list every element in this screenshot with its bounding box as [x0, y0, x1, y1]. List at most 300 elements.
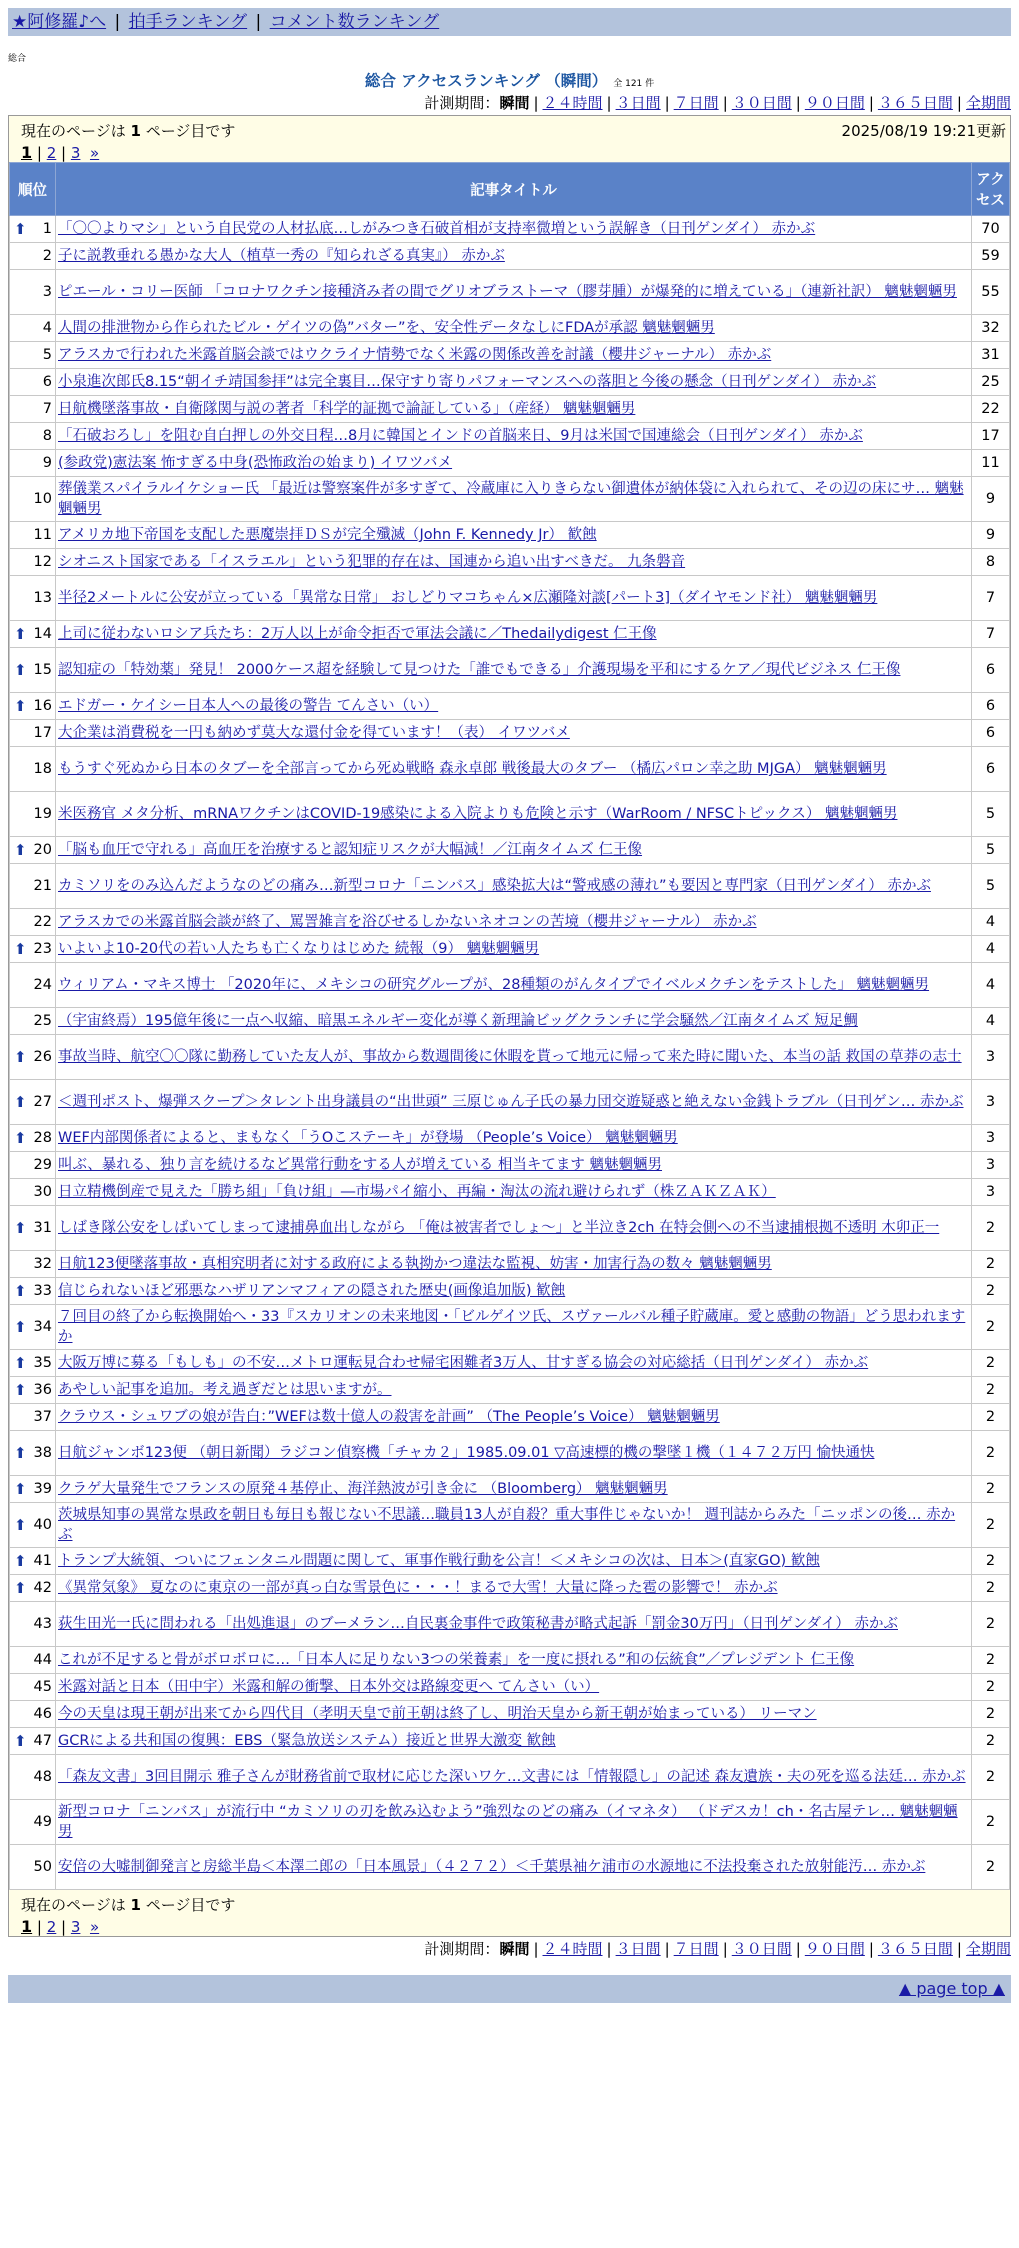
rank-cell — [10, 1251, 56, 1278]
access-count: 2 — [972, 1278, 1010, 1305]
rank-cell — [10, 396, 56, 423]
title-cell — [56, 1800, 972, 1845]
period-option-link[interactable]: ２４時間 — [542, 1940, 603, 1958]
title-cell — [56, 1251, 972, 1278]
rank-cell — [10, 369, 56, 396]
rank-up-arrow-icon: ⬆ — [14, 1318, 27, 1336]
table-row — [10, 1278, 1010, 1305]
page-link[interactable]: 2 — [46, 144, 57, 162]
rank-cell — [10, 621, 56, 648]
top-navigation — [8, 8, 1011, 36]
access-count: 9 — [972, 522, 1010, 549]
access-count: 6 — [972, 747, 1010, 792]
table-row — [10, 1701, 1010, 1728]
ranking-panel — [8, 115, 1011, 1937]
rank-number: 36 — [33, 1382, 52, 1398]
rank-number: 12 — [33, 554, 52, 570]
title-cell — [56, 1476, 972, 1503]
rank-up-arrow-icon: ⬆ — [14, 1579, 27, 1597]
article-link[interactable]: 「〇〇よりマシ」という自民党の人材払底…しがみつき石破首相が支持率微増という誤解き（日刊ゲンダイ） 赤かぶ — [58, 221, 816, 237]
period-option-link[interactable]: 全期間 — [965, 94, 1011, 112]
title-cell — [56, 1350, 972, 1377]
table-row — [10, 1602, 1010, 1647]
rank-up-arrow-icon: ⬆ — [14, 220, 27, 238]
period-separator: | — [956, 1940, 962, 1958]
rank-cell — [10, 1701, 56, 1728]
rank-number: 13 — [33, 590, 52, 606]
article-link[interactable]: 荻生田光一氏に問われる「出処進退」のブーメラン…自民裏金事件で政策秘書が略式起訴「罰金30万円」（日刊ゲンダイ） 赤かぶ — [58, 1616, 898, 1632]
table-row — [10, 522, 1010, 549]
column-title-header: 記事タイトル — [56, 163, 972, 216]
rank-cell — [10, 747, 56, 792]
title-cell — [56, 648, 972, 693]
rank-number: 20 — [33, 842, 52, 858]
table-row — [10, 1377, 1010, 1404]
table-row — [10, 747, 1010, 792]
period-option-link[interactable]: ３６５日間 — [877, 94, 953, 112]
article-link[interactable]: エドガー・ケイシー日本人への最後の警告 てんさい（い） — [58, 698, 439, 714]
title-cell — [56, 396, 972, 423]
access-count: 3 — [972, 1152, 1010, 1179]
rank-number: 6 — [42, 374, 52, 390]
rank-number: 49 — [33, 1814, 52, 1830]
rank-up-arrow-icon: ⬆ — [14, 1048, 27, 1066]
title-cell — [56, 1080, 972, 1125]
rank-number: 43 — [33, 1616, 52, 1632]
rank-up-arrow-icon: ⬆ — [14, 1516, 27, 1534]
rank-cell — [10, 1503, 56, 1548]
article-link[interactable]: 葬儀業スパイラルイケショー氏 「最近は警察案件が多すぎて、冷蔵庫に入りきらない御遺体が納体袋に入れられて、その辺の床にサ… 魑魅魍魎男 — [58, 481, 964, 517]
comment-ranking-link[interactable]: コメント数ランキング — [269, 12, 440, 32]
title-cell — [56, 1755, 972, 1800]
title-cell — [56, 1602, 972, 1647]
rank-cell — [10, 1845, 56, 1890]
access-count: 2 — [972, 1305, 1010, 1350]
article-link[interactable]: 大阪万博に募る「もしも」の不安…メトロ運転見合わせ帰宅困難者3万人、甘すぎる協会の対応総括（日刊ゲンダイ） 赤かぶ — [58, 1355, 869, 1371]
rank-cell — [10, 1476, 56, 1503]
rank-cell — [10, 1431, 56, 1476]
access-count: 4 — [972, 936, 1010, 963]
title-cell — [56, 1701, 972, 1728]
article-link[interactable]: （宇宙終焉）195億年後に一点へ収縮、暗黒エネルギー変化が導く新理論ビッグクランチに学会騒然／江南タイムズ 短足鯛 — [58, 1013, 858, 1029]
rank-cell — [10, 864, 56, 909]
rank-cell — [10, 1377, 56, 1404]
article-link[interactable]: クラウス・シュワブの娘が告白：”WEFは数十億人の殺害を計画” （The People’s Voice） 魑魅魍魎男 — [58, 1409, 720, 1425]
rank-number: 41 — [33, 1553, 52, 1569]
rank-cell — [10, 243, 56, 270]
title-cell — [56, 1431, 972, 1476]
period-separator: | — [533, 94, 539, 112]
article-link[interactable]: 大企業は消費税を一円も納めず莫大な還付金を得ています！（表） イワツバメ — [58, 725, 570, 741]
article-link[interactable]: 新型コロナ「ニンバス」が流行中 “カミソリの刃を飲み込むよう”強烈なのどの痛み（イマネタ） （ドデスカ！ch・名古屋テレ… 魑魅魍魎男 — [58, 1804, 958, 1840]
column-rank-header: 順位 — [10, 163, 56, 216]
article-link[interactable]: 日航機墜落事故・自衛隊関与説の著者「科学的証拠で論証している」（産経） 魑魅魍魎男 — [58, 401, 636, 417]
access-count: 2 — [972, 1845, 1010, 1890]
article-link[interactable]: 茨城県知事の異常な県政を朝日も毎日も報じない不思議…職員13人が自殺？重大事件じゃないか！ 週刊誌からみた「ニッポンの後… 赤かぶ — [58, 1507, 956, 1543]
period-separator: | — [533, 1940, 539, 1958]
table-row — [10, 693, 1010, 720]
rank-cell — [10, 837, 56, 864]
period-option-link[interactable]: ３０日間 — [731, 1940, 792, 1958]
title-cell — [56, 1845, 972, 1890]
table-row — [10, 576, 1010, 621]
title-cell — [56, 1152, 972, 1179]
article-link[interactable]: あやしい記事を追加。考え過ぎだとは思いますが。 — [58, 1382, 392, 1398]
next-page-link[interactable]: » — [89, 1918, 100, 1936]
period-separator: | — [722, 94, 728, 112]
title-cell — [56, 423, 972, 450]
access-count: 2 — [972, 1377, 1010, 1404]
access-count: 2 — [972, 1476, 1010, 1503]
rank-cell — [10, 963, 56, 1008]
article-link[interactable]: 上司に従わないロシア兵たち：2万人以上が命令拒否で軍法会議に／Thedailydigest 仁王像 — [58, 626, 657, 642]
rank-number: 35 — [33, 1355, 52, 1371]
article-link[interactable]: ７回目の終了から転換開始へ・33『スカリオンの未来地図・「ビルゲイツ氏、スヴァールバル種子貯蔵庫。愛と感動の物語」どう思われますか — [58, 1309, 966, 1345]
table-row — [10, 1035, 1010, 1080]
period-option-link[interactable]: ３０日間 — [731, 94, 792, 112]
pager-box-bottom — [9, 1890, 1010, 1936]
access-count: 2 — [972, 1755, 1010, 1800]
rank-cell — [10, 1404, 56, 1431]
clap-ranking-link[interactable]: 拍手ランキング — [128, 12, 248, 32]
rank-cell — [10, 1728, 56, 1755]
article-link[interactable]: 人間の排泄物から作られたビル・ゲイツの偽”バター”を、安全性データなしにFDAが承認 魑魅魍魎男 — [58, 320, 715, 336]
article-link[interactable]: もうすぐ死ぬから日本のタブーを全部言ってから死ぬ戦略 森永卓郎 戦後最大のタブー （橘広パロン幸之助 MJGA） 魑魅魍魎男 — [58, 761, 887, 777]
table-row — [10, 1179, 1010, 1206]
table-row — [10, 1503, 1010, 1548]
current-page-suffix: ページ目です — [145, 122, 236, 140]
title-cell — [56, 1305, 972, 1350]
total-count: 全 121 件 — [613, 79, 655, 89]
article-link[interactable]: 米露対話と日本（田中宇）米露和解の衝撃、日本外交は路線変更へ てんさい（い） — [58, 1679, 600, 1695]
access-count: 6 — [972, 648, 1010, 693]
access-count: 2 — [972, 1503, 1010, 1548]
period-separator: | — [664, 94, 670, 112]
rank-cell — [10, 648, 56, 693]
rank-number: 16 — [33, 698, 52, 714]
rank-number: 42 — [33, 1580, 52, 1596]
article-link[interactable]: アメリカ地下帝国を支配した悪魔崇拝ＤＳが完全殲滅（John F. Kennedy Jr） 歓蝕 — [58, 527, 597, 543]
rank-cell — [10, 1206, 56, 1251]
title-cell — [56, 270, 972, 315]
article-link[interactable]: 今の天皇は現王朝が出来てから四代目（孝明天皇で前王朝は終了し、明治天皇から新王朝が始まっている） リーマン — [58, 1706, 817, 1722]
rank-cell — [10, 936, 56, 963]
period-label: 計測期間： — [424, 1940, 500, 1958]
table-row — [10, 936, 1010, 963]
table-row — [10, 270, 1010, 315]
rank-number: 47 — [33, 1733, 52, 1749]
table-row — [10, 1548, 1010, 1575]
table-row — [10, 315, 1010, 342]
nav-separator: | — [114, 12, 121, 32]
article-link[interactable]: 「石破おろし」を阻む自白押しの外交日程…8月に韓国とインドの首脳来日、9月は米国で国連総会（日刊ゲンダイ） 赤かぶ — [58, 428, 863, 444]
table-row — [10, 423, 1010, 450]
rank-number: 29 — [33, 1157, 52, 1173]
rank-number: 1 — [42, 221, 52, 237]
rank-number: 15 — [33, 662, 52, 678]
page-title — [8, 69, 1011, 91]
title-cell — [56, 936, 972, 963]
period-separator: | — [722, 1940, 728, 1958]
period-option-link[interactable]: ３日間 — [615, 94, 661, 112]
rank-up-arrow-icon: ⬆ — [14, 1381, 27, 1399]
article-link[interactable]: アラスカで行われた米露首脳会談ではウクライナ情勢でなく米露の関係改善を討議（櫻井ジャーナル） 赤かぶ — [58, 347, 772, 363]
nav-separator: | — [255, 12, 262, 32]
rank-cell — [10, 549, 56, 576]
pager-box — [9, 116, 1010, 162]
table-row — [10, 1152, 1010, 1179]
title-cell — [56, 909, 972, 936]
article-link[interactable]: 日航ジャンボ123便 （朝日新聞）ラジコン偵察機「チャカ２」1985.09.01 ▽高速標的機の撃墜１機（１４７２万円 愉快通快 — [58, 1445, 875, 1461]
article-link[interactable]: (参政党)憲法案 怖すぎる中身(恐怖政治の始まり) イワツバメ — [58, 455, 453, 471]
period-separator: | — [868, 94, 874, 112]
article-link[interactable]: いよいよ10-20代の若い人たちも亡くなりはじめた 続報（9） 魑魅魍魎男 — [58, 941, 540, 957]
title-cell — [56, 216, 972, 243]
rank-number: 24 — [33, 977, 52, 993]
access-count: 2 — [972, 1728, 1010, 1755]
table-row — [10, 720, 1010, 747]
table-row — [10, 909, 1010, 936]
table-row — [10, 1125, 1010, 1152]
table-row — [10, 1206, 1010, 1251]
current-page-suffix: ページ目です — [145, 1896, 236, 1914]
rank-number: 28 — [33, 1130, 52, 1146]
article-link[interactable]: GCRによる共和国の復興：EBS（緊急放送システム）接近と世界大激変 歓蝕 — [58, 1733, 556, 1749]
rank-number: 8 — [42, 428, 52, 444]
rank-number: 39 — [33, 1481, 52, 1497]
access-count: 11 — [972, 450, 1010, 477]
period-option-active: 瞬間 — [499, 1940, 530, 1958]
access-count: 2 — [972, 1701, 1010, 1728]
rank-cell — [10, 1755, 56, 1800]
page-separator: | — [32, 144, 47, 162]
table-row — [10, 1404, 1010, 1431]
rank-number: 14 — [33, 626, 52, 642]
rank-cell — [10, 909, 56, 936]
period-option-link[interactable]: ７日間 — [673, 94, 719, 112]
access-count: 4 — [972, 909, 1010, 936]
title-cell — [56, 864, 972, 909]
table-row — [10, 1251, 1010, 1278]
table-row — [10, 1305, 1010, 1350]
table-row — [10, 216, 1010, 243]
access-count: 2 — [972, 1548, 1010, 1575]
rank-number: 10 — [33, 491, 52, 507]
period-separator: | — [606, 94, 612, 112]
rank-up-arrow-icon: ⬆ — [14, 940, 27, 958]
access-count: 6 — [972, 720, 1010, 747]
title-cell — [56, 1404, 972, 1431]
period-label: 計測期間： — [424, 94, 500, 112]
access-count: 32 — [972, 315, 1010, 342]
current-page-text — [21, 1894, 998, 1915]
article-link[interactable]: 日立精機倒産で見えた「勝ち組」「負け組」―市場パイ縮小、再編・淘汰の流れ避けられず（株ＺＡＫＺＡＫ） — [58, 1184, 776, 1200]
rank-cell — [10, 270, 56, 315]
table-row — [10, 396, 1010, 423]
page-link[interactable]: 2 — [46, 1918, 57, 1936]
article-link[interactable]: ＜週刊ポスト、爆弾スクープ＞タレント出身議員の“出世頭” 三原じゅん子氏の暴力団交遊疑惑と絶えない金銭トラブル（日刊ゲン… 赤かぶ — [58, 1094, 964, 1110]
period-option-link[interactable]: ３日間 — [615, 1940, 661, 1958]
table-row — [10, 243, 1010, 270]
article-link[interactable]: 「脳も血圧で守れる」高血圧を治療すると認知症リスクが大幅減！／江南タイムズ 仁王像 — [58, 842, 643, 858]
rank-number: 17 — [33, 725, 52, 741]
article-link[interactable]: 半径2メートルに公安が立っている「異常な日常」 おしどりマコちゃん×広瀬隆対談[パート3]（ダイヤモンド社） 魑魅魍魎男 — [58, 590, 878, 606]
page-current: 1 — [21, 1917, 33, 1936]
article-link[interactable]: クラゲ大量発生でフランスの原発４基停止、海洋熱波が引き金に （Bloomberg） 魑魅魍魎男 — [58, 1481, 668, 1497]
footer-bar — [8, 1975, 1011, 2003]
page-top-link[interactable]: ▲ page top ▲ — [898, 1979, 1005, 1998]
article-link[interactable]: 米医務官 メタ分析、mRNAワクチンはCOVID-19感染による入院よりも危険と示す（WarRoom / NFSCトピックス） 魑魅魍魎男 — [58, 806, 898, 822]
title-cell — [56, 1575, 972, 1602]
table-row — [10, 621, 1010, 648]
title-cell — [56, 1035, 972, 1080]
table-row — [10, 1575, 1010, 1602]
article-link[interactable]: 日航123便墜落事故・真相究明者に対する政府による執拗かつ違法な監視、妨害・加害行為の数々 魑魅魍魎男 — [58, 1256, 772, 1272]
rank-number: 33 — [33, 1283, 52, 1299]
page-links — [21, 143, 998, 162]
rank-cell — [10, 1125, 56, 1152]
article-link[interactable]: トランプ大統領、ついにフェンタニル問題に関して、軍事作戦行動を公言！＜メキシコの次は、日本＞(直家GO) 歓蝕 — [58, 1553, 820, 1569]
access-count: 2 — [972, 1647, 1010, 1674]
title-cell — [56, 1728, 972, 1755]
rank-up-arrow-icon: ⬆ — [14, 1093, 27, 1111]
rank-cell — [10, 1602, 56, 1647]
access-count: 17 — [972, 423, 1010, 450]
period-option-link[interactable]: ９０日間 — [804, 94, 865, 112]
article-link[interactable]: 叫ぶ、暴れる、独り言を続けるなど異常行動をする人が増えている 相当キてます 魑魅魍魎男 — [58, 1157, 663, 1173]
access-count: 2 — [972, 1350, 1010, 1377]
period-separator: | — [664, 1940, 670, 1958]
article-link[interactable]: ピエール・コリー医師 「コロナワクチン接種済み者の間でグリオブラストーマ（膠芽腫）が爆発的に増えている」（連新社訳） 魑魅魍魎男 — [58, 284, 957, 300]
access-count: 3 — [972, 1125, 1010, 1152]
period-option-link[interactable]: ９０日間 — [804, 1940, 865, 1958]
access-count: 5 — [972, 837, 1010, 864]
article-link[interactable]: 「森友文書」3回目開示 雅子さんが財務省前で取材に応じた深いワケ…文書には「情報隠し」の記述 森友遺族・夫の死を巡る法廷… 赤かぶ — [58, 1769, 966, 1785]
table-row — [10, 837, 1010, 864]
rank-up-arrow-icon: ⬆ — [14, 1219, 27, 1237]
page-link[interactable]: 3 — [70, 144, 81, 162]
rank-up-arrow-icon: ⬆ — [14, 1444, 27, 1462]
rank-cell — [10, 477, 56, 522]
rank-cell — [10, 522, 56, 549]
article-link[interactable]: ウィリアム・マキス博士 「2020年に、メキシコの研究グループが、28種類のがんタイプでイベルメクチンをテストした」 魑魅魍魎男 — [58, 977, 930, 993]
access-count: 4 — [972, 963, 1010, 1008]
rank-number: 23 — [33, 941, 52, 957]
title-cell — [56, 792, 972, 837]
rank-up-arrow-icon: ⬆ — [14, 625, 27, 643]
table-row — [10, 1755, 1010, 1800]
article-link[interactable]: 信じられないほど邪悪なハザリアンマフィアの隠された歴史(画像追加版) 歓蝕 — [58, 1283, 566, 1299]
rank-number: 9 — [42, 455, 52, 471]
article-link[interactable]: 小泉進次郎氏8.15“朝イチ靖国参拝”は完全裏目…保守すり寄りパフォーマンスへの落胆と今後の懸念（日刊ゲンダイ） 赤かぶ — [58, 374, 877, 390]
rank-cell — [10, 1674, 56, 1701]
article-link[interactable]: 安倍の大嘘制御発言と房総半島＜本澤二郎の「日本風景」（４２７２）＜千葉県袖ケ浦市の水源地に不法投棄された放射能汚… 赤かぶ — [58, 1859, 926, 1875]
article-link[interactable]: 《異常気象》 夏なのに東京の一部が真っ白な雪景色に・・・！まるで大雪！大量に降った雹の影響で！ 赤かぶ — [58, 1580, 778, 1596]
next-page-link[interactable]: » — [89, 144, 100, 162]
period-option-link[interactable]: ３６５日間 — [877, 1940, 953, 1958]
access-count: 9 — [972, 477, 1010, 522]
access-count: 70 — [972, 216, 1010, 243]
article-link[interactable]: カミソリをのみ込んだようなのどの痛み…新型コロナ「ニンバス」感染拡大は“警戒感の薄れ”も要因と専門家（日刊ゲンダイ） 赤かぶ — [58, 878, 931, 894]
title-cell — [56, 1179, 972, 1206]
article-link[interactable]: アラスカでの米露首脳会談が終了、罵詈雑言を浴びせるしかないネオコンの苦境（櫻井ジャーナル） 赤かぶ — [58, 914, 757, 930]
article-link[interactable]: 子に説教垂れる愚かな大人（植草一秀の『知られざる真実』） 赤かぶ — [58, 248, 505, 264]
rank-up-arrow-icon: ⬆ — [14, 1129, 27, 1147]
period-separator: | — [795, 94, 801, 112]
title-cell — [56, 1125, 972, 1152]
title-cell — [56, 576, 972, 621]
rank-cell — [10, 1548, 56, 1575]
article-link[interactable]: 認知症の「特効薬」発見！ 2000ケース超を経験して見つけた「誰でもできる」介護現場を平和にするケア／現代ビジネス 仁王像 — [58, 662, 901, 678]
access-count: 3 — [972, 1179, 1010, 1206]
rank-cell — [10, 576, 56, 621]
title-cell — [56, 549, 972, 576]
access-count: 3 — [972, 1080, 1010, 1125]
rank-number: 45 — [33, 1679, 52, 1695]
rank-cell — [10, 1152, 56, 1179]
article-link[interactable]: 事故当時、航空〇〇隊に勤務していた友人が、事故から数週間後に休暇を貰って地元に帰って来た時に聞いた、本当の話 救国の草莽の志士 — [58, 1049, 962, 1065]
period-selector-bottom — [8, 1937, 1011, 1961]
rank-cell — [10, 1800, 56, 1845]
period-option-link[interactable]: ７日間 — [673, 1940, 719, 1958]
ranking-rows — [10, 216, 1010, 1890]
access-count: 2 — [972, 1602, 1010, 1647]
article-link[interactable]: シオニスト国家である「イスラエル」という犯罪的存在は、国連から追い出すべきだ。 九条磐音 — [58, 554, 686, 570]
period-option-link[interactable]: 全期間 — [965, 1940, 1011, 1958]
period-separator: | — [606, 1940, 612, 1958]
title-cell — [56, 621, 972, 648]
article-link[interactable]: WEF内部関係者によると、まもなく「うOこステーキ」が登場 （People’s Voice） 魑魅魍魎男 — [58, 1130, 678, 1146]
table-row — [10, 549, 1010, 576]
table-row — [10, 342, 1010, 369]
rank-cell — [10, 720, 56, 747]
title-cell — [56, 342, 972, 369]
rank-cell — [10, 315, 56, 342]
rank-number: 22 — [33, 914, 52, 930]
rank-up-arrow-icon: ⬆ — [14, 1732, 27, 1750]
rank-number: 30 — [33, 1184, 52, 1200]
page-separator: | — [56, 144, 71, 162]
rank-up-arrow-icon: ⬆ — [14, 1552, 27, 1570]
current-page-prefix: 現在のページは — [21, 1896, 126, 1914]
table-row — [10, 1647, 1010, 1674]
table-row — [10, 1728, 1010, 1755]
rank-number: 37 — [33, 1409, 52, 1425]
rank-number: 3 — [42, 284, 52, 300]
home-link[interactable]: ★阿修羅♪へ — [12, 12, 107, 32]
table-row — [10, 792, 1010, 837]
access-count: 6 — [972, 693, 1010, 720]
current-page-number: 1 — [130, 122, 141, 140]
rank-cell — [10, 216, 56, 243]
table-row — [10, 369, 1010, 396]
title-cell — [56, 747, 972, 792]
title-cell — [56, 243, 972, 270]
access-count: 2 — [972, 1800, 1010, 1845]
access-count: 2 — [972, 1404, 1010, 1431]
period-option-link[interactable]: ２４時間 — [542, 94, 603, 112]
article-link[interactable]: しばき隊公安をしばいてしまって逮捕鼻血出しながら 「俺は被害者でしょ～」と半泣き2ch 在特会側への不当逮捕根拠不透明 木卯正一 — [58, 1220, 940, 1236]
page-link[interactable]: 3 — [70, 1918, 81, 1936]
rank-cell — [10, 792, 56, 837]
table-row — [10, 648, 1010, 693]
title-cell — [56, 315, 972, 342]
rank-cell — [10, 1305, 56, 1350]
article-link[interactable]: これが不足すると骨がボロボロに…「日本人に足りない3つの栄養素」を一度に摂れる”和の伝統食”／プレジデント 仁王像 — [58, 1652, 855, 1668]
title-cell — [56, 369, 972, 396]
rank-cell — [10, 693, 56, 720]
rank-cell — [10, 1035, 56, 1080]
